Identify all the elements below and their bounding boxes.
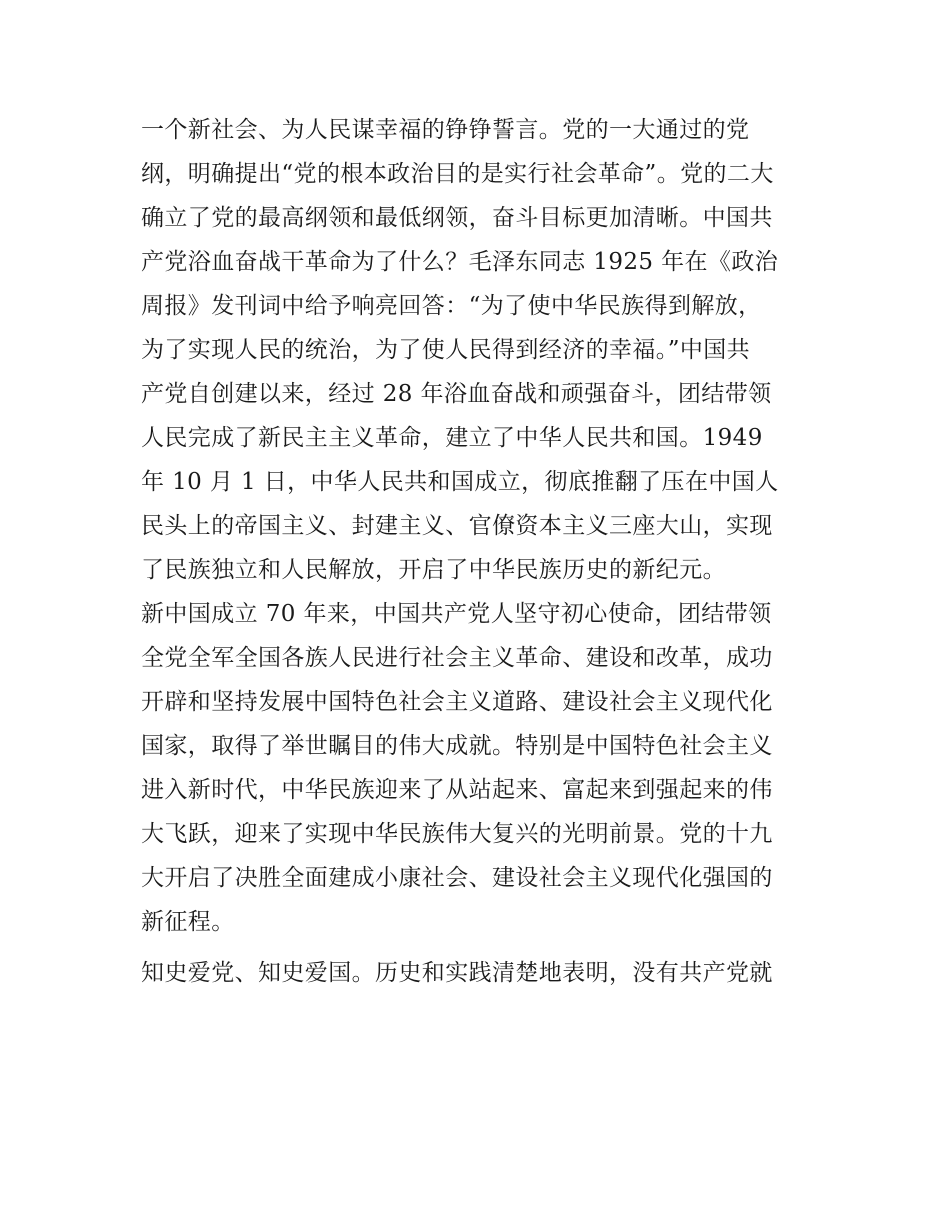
body-text bbox=[141, 108, 821, 995]
text-line: 大飞跃，迎来了实现中华民族伟大复兴的光明前景。党的十九 bbox=[141, 821, 773, 847]
text-line: 纲，明确提出“党的根本政治目的是实行社会革命”。党的二大 bbox=[141, 161, 774, 187]
text-line: 年 10 月 1 日，中华人民共和国成立，彻底推翻了压在中国人 bbox=[141, 469, 779, 495]
text-line: 确立了党的最高纲领和最低纲领，奋斗目标更加清晰。中国共 bbox=[141, 205, 773, 231]
text-line: 为了实现人民的统治，为了使人民得到经济的幸福。”中国共 bbox=[141, 337, 751, 363]
text-line: 大开启了决胜全面建成小康社会、建设社会主义现代化强国的 bbox=[141, 865, 773, 891]
text-line: 周报》发刊词中给予响亮回答：“为了使中华民族得到解放， bbox=[141, 293, 762, 319]
text-line: 知史爱党、知史爱国。历史和实践清楚地表明，没有共产党就 bbox=[141, 960, 773, 986]
text-line: 产党浴血奋战干革命为了什么？毛泽东同志 1925 年在《政治 bbox=[141, 249, 779, 275]
text-line: 国家，取得了举世瞩目的伟大成就。特别是中国特色社会主义 bbox=[141, 733, 773, 759]
paragraph-1 bbox=[141, 108, 821, 592]
paragraph-spacer bbox=[141, 944, 821, 951]
paragraph-2 bbox=[141, 592, 821, 944]
text-line: 开辟和坚持发展中国特色社会主义道路、建设社会主义现代化 bbox=[141, 689, 773, 715]
text-line: 产党自创建以来，经过 28 年浴血奋战和顽强奋斗，团结带领 bbox=[141, 381, 772, 407]
text-line: 民头上的帝国主义、封建主义、官僚资本主义三座大山，实现 bbox=[141, 513, 773, 539]
text-line: 一个新社会、为人民谋幸福的铮铮誓言。党的一大通过的党 bbox=[141, 117, 750, 143]
text-line: 全党全军全国各族人民进行社会主义革命、建设和改革，成功 bbox=[141, 645, 773, 671]
text-line: 人民完成了新民主主义革命，建立了中华人民共和国。1949 bbox=[141, 425, 763, 451]
text-line: 新中国成立 70 年来，中国共产党人坚守初心使命，团结带领 bbox=[141, 601, 772, 627]
paragraph-3 bbox=[141, 951, 821, 995]
text-line: 新征程。 bbox=[141, 909, 235, 935]
text-line: 了民族独立和人民解放，开启了中华民族历史的新纪元。 bbox=[141, 557, 726, 583]
text-line: 进入新时代，中华民族迎来了从站起来、富起来到强起来的伟 bbox=[141, 777, 773, 803]
